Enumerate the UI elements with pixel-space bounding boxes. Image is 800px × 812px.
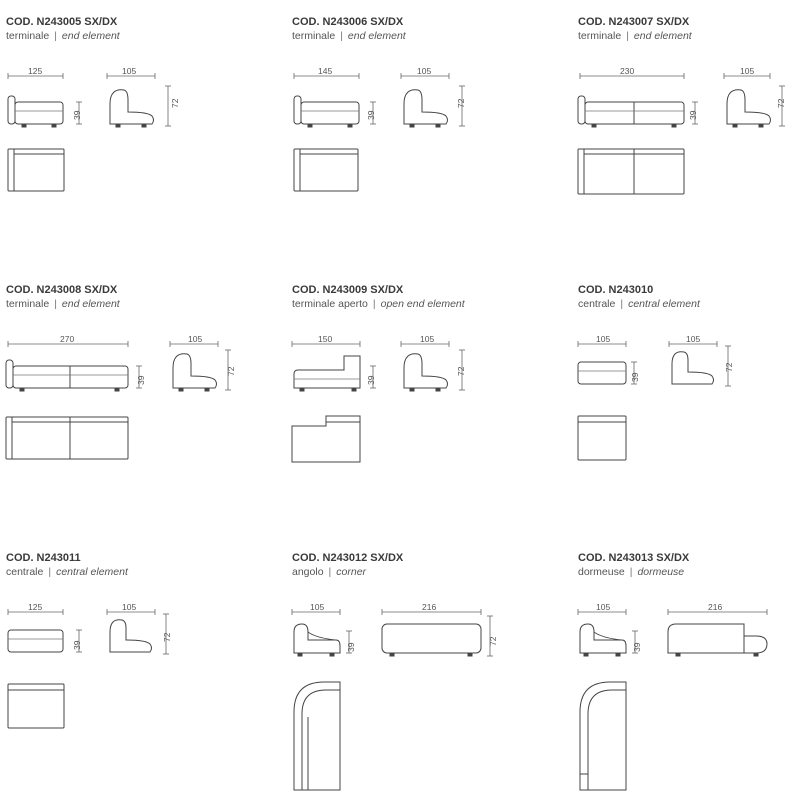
module-n243008: [0, 284, 260, 544]
module-drawing: [572, 284, 800, 544]
description-english: corner: [336, 566, 367, 578]
seat-height-dimension: 39: [72, 110, 82, 120]
width-dimension: 270: [60, 334, 75, 344]
module-drawing: [572, 552, 800, 794]
product-code: COD. N243010: [578, 284, 654, 296]
product-code: COD. N243011: [6, 552, 81, 564]
depth-dimension: 105: [740, 66, 755, 76]
depth-dimension: 105: [122, 602, 137, 612]
width-dimension: 105: [596, 602, 611, 612]
separator: |: [372, 298, 376, 310]
description-english: open end element: [380, 298, 465, 310]
description-english: central element: [56, 566, 128, 578]
module-drawing: [286, 284, 546, 544]
total-height-dimension: 72: [724, 362, 734, 372]
description-italian: centrale: [6, 566, 44, 578]
separator: |: [328, 566, 332, 578]
seat-height-dimension: 39: [630, 372, 640, 382]
module-drawing: [0, 284, 260, 544]
description-english: dormeuse: [637, 566, 685, 578]
product-code: COD. N243006 SX/DX: [292, 16, 404, 28]
separator: |: [54, 298, 57, 310]
seat-height-dimension: 39: [366, 110, 376, 120]
separator: |: [626, 30, 629, 42]
product-code: COD. N243008 SX/DX: [6, 284, 118, 296]
seat-height-dimension: 39: [688, 110, 698, 120]
separator: |: [629, 566, 633, 578]
description-italian: centrale: [578, 298, 616, 310]
total-height-dimension: 72: [456, 366, 466, 376]
product-code: COD. N243013 SX/DX: [578, 552, 690, 564]
description-italian: terminale aperto: [292, 298, 368, 310]
seat-height-dimension: 39: [632, 642, 642, 652]
depth-dimension: 216: [422, 602, 437, 612]
module-drawing: [286, 16, 546, 276]
module-drawing: [286, 552, 546, 794]
module-drawing: [572, 16, 800, 276]
product-code: COD. N243012 SX/DX: [292, 552, 404, 564]
width-dimension: 150: [318, 334, 333, 344]
width-dimension: 105: [310, 602, 325, 612]
seat-height-dimension: 39: [366, 375, 376, 385]
separator: |: [620, 298, 624, 310]
separator: |: [54, 30, 57, 42]
description-italian: terminale: [578, 30, 622, 42]
module-n243009: [286, 284, 546, 544]
depth-dimension: 105: [686, 334, 701, 344]
total-height-dimension: 72: [170, 98, 180, 108]
seat-height-dimension: 39: [346, 642, 356, 652]
separator: |: [340, 30, 343, 42]
seat-height-dimension: 39: [72, 640, 82, 650]
total-height-dimension: 72: [776, 98, 786, 108]
total-height-dimension: 72: [456, 98, 466, 108]
width-dimension: 125: [28, 66, 43, 76]
depth-dimension: 105: [122, 66, 137, 76]
product-code: COD. N243007 SX/DX: [578, 16, 690, 28]
module-n243011: [0, 552, 260, 812]
module-n243010: [572, 284, 800, 544]
module-drawing: [0, 552, 260, 792]
width-dimension: 125: [28, 602, 43, 612]
depth-dimension: 216: [708, 602, 723, 612]
description-english: end element: [633, 30, 692, 42]
depth-dimension: 105: [420, 334, 435, 344]
width-dimension: 230: [620, 66, 635, 76]
total-height-dimension: 72: [226, 366, 236, 376]
separator: |: [48, 566, 52, 578]
width-dimension: 145: [318, 66, 333, 76]
module-n243006: [286, 16, 546, 276]
depth-dimension: 105: [188, 334, 203, 344]
description-english: end element: [61, 30, 120, 42]
description-italian: angolo: [292, 566, 324, 578]
module-n243013: [572, 552, 800, 812]
description-italian: terminale: [6, 30, 50, 42]
total-height-dimension: 72: [162, 632, 172, 642]
module-drawing: [0, 16, 260, 276]
product-code: COD. N243005 SX/DX: [6, 16, 118, 28]
module-n243012: [286, 552, 546, 812]
description-english: end element: [61, 298, 120, 310]
seat-height-dimension: 39: [136, 375, 146, 385]
total-height-dimension: 72: [488, 636, 498, 646]
description-italian: dormeuse: [578, 566, 625, 578]
description-english: end element: [347, 30, 406, 42]
product-code: COD. N243009 SX/DX: [292, 284, 404, 296]
depth-dimension: 105: [417, 66, 432, 76]
module-n243005: [0, 16, 260, 276]
description-english: central element: [628, 298, 700, 310]
width-dimension: 105: [596, 334, 611, 344]
description-italian: terminale: [6, 298, 50, 310]
module-n243007: [572, 16, 800, 276]
description-italian: terminale: [292, 30, 336, 42]
